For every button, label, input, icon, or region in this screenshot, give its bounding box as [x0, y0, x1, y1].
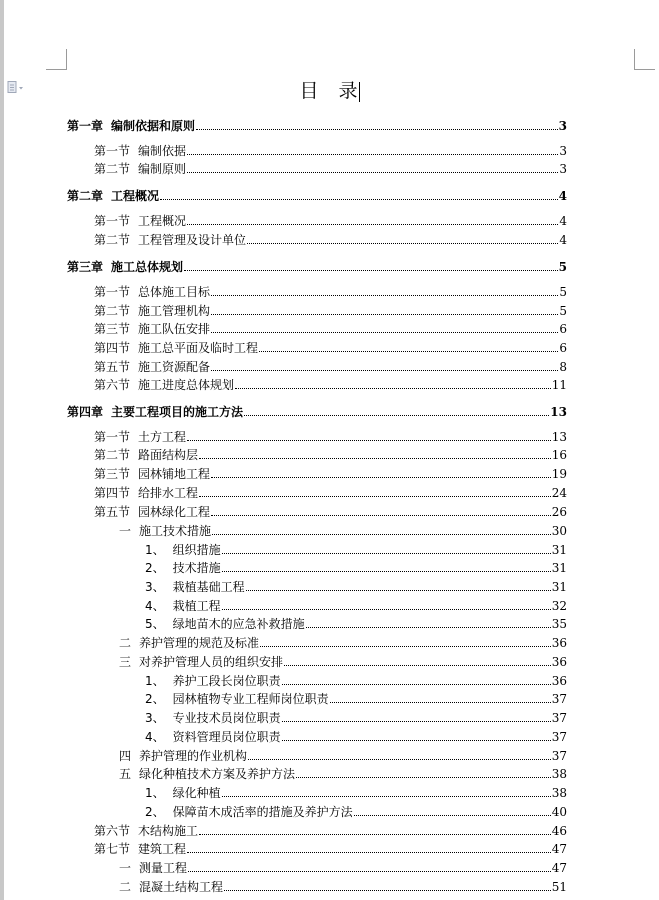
title-char-1: 目: [299, 80, 319, 102]
toc-dot-leader: [187, 439, 551, 441]
toc-entry-text: 技术措施: [172, 561, 221, 575]
toc-entry-text: 施工资源配备: [138, 360, 211, 374]
toc-entry-label: [94, 341, 258, 355]
toc-dot-leader: [330, 701, 551, 703]
toc-entry-number: 第一节: [94, 285, 131, 299]
toc-entry[interactable]: [145, 597, 567, 613]
toc-entry-text: 园林绿化工程: [138, 505, 211, 519]
toc-entry-number: 第五节: [94, 505, 131, 519]
toc-entry-text: 给排水工程: [138, 486, 199, 500]
toc-entry-text: 绿地苗木的应急补救措施: [172, 617, 305, 631]
toc-entry-label: [119, 861, 187, 875]
toc-entry-label: [94, 505, 210, 519]
toc-entry-label: [67, 405, 243, 419]
toc-page-number: 5: [558, 260, 567, 274]
toc-entry[interactable]: [94, 465, 567, 481]
toc-entry-number: 2、: [145, 805, 165, 819]
toc-entry-text: 混凝土结构工程: [139, 880, 224, 894]
toc-entry-label: [67, 189, 159, 203]
toc-entry[interactable]: [94, 160, 567, 176]
toc-entry-text: 土方工程: [138, 430, 187, 444]
toc-dot-leader: [211, 476, 551, 478]
toc-entry-label: [145, 730, 281, 744]
toc-entry-number: 第四节: [94, 486, 131, 500]
toc-entry-label: [94, 448, 198, 462]
toc-dot-leader: [235, 387, 551, 389]
toc-dot-leader: [211, 294, 558, 296]
toc-page-number: 32: [551, 599, 567, 613]
toc-page-number: 11: [551, 378, 567, 392]
toc-entry[interactable]: [94, 320, 567, 336]
toc-entry-number: 第四章: [67, 405, 104, 419]
toc-entry-number: 第二节: [94, 233, 131, 247]
toc-entry-label: [94, 285, 210, 299]
toc-entry-label: [145, 692, 329, 706]
toc-page-number: 51: [551, 880, 567, 894]
toc-dot-leader: [187, 223, 558, 225]
toc-entry-text: 对养护管理人员的组织安排: [139, 655, 284, 669]
toc-entry[interactable]: [119, 653, 567, 669]
toc-entry[interactable]: [145, 728, 567, 744]
toc-entry[interactable]: [94, 822, 567, 838]
toc-entry-text: 保障苗木成活率的措施及养护方法: [172, 805, 353, 819]
toc-page-number: 37: [551, 730, 567, 744]
toc-dot-leader: [199, 833, 551, 835]
toc-entry-text: 工程概况: [111, 189, 160, 203]
toc-entry-label: [94, 842, 186, 856]
toc-dot-leader: [188, 870, 551, 872]
toc-dot-leader: [222, 608, 551, 610]
toc-entry[interactable]: [94, 484, 567, 500]
toc-entry-label: [94, 486, 198, 500]
toc-entry[interactable]: [119, 765, 567, 781]
toc-dot-leader: [211, 313, 558, 315]
toc-entry[interactable]: [145, 803, 567, 819]
toc-dot-leader: [199, 457, 551, 459]
title-char-2: 录: [338, 80, 358, 102]
toc-entry-text: 养护管理的规范及标准: [139, 636, 260, 650]
toc-page-number: 38: [551, 786, 567, 800]
toc-entry-text: 工程概况: [138, 214, 187, 228]
toc-dot-leader: [306, 626, 551, 628]
toc-dot-leader: [184, 269, 558, 271]
toc-entry-label: [145, 711, 281, 725]
toc-entry-text: 资料管理员岗位职责: [172, 730, 281, 744]
toc-entry[interactable]: [145, 672, 567, 688]
toc-entry-number: 5、: [145, 617, 165, 631]
toc-page-number: 19: [551, 467, 567, 481]
toc-dot-leader: [259, 350, 558, 352]
toc-entry-label: [145, 543, 221, 557]
toc-page-number: 26: [551, 505, 567, 519]
toc-entry-number: 1、: [145, 543, 165, 557]
toc-entry[interactable]: [119, 634, 567, 650]
toc-entry[interactable]: [94, 503, 567, 519]
toc-entry-number: 第三节: [94, 322, 131, 336]
toc-entry[interactable]: [119, 859, 567, 875]
toc-page-number: 31: [551, 580, 567, 594]
toc-entry[interactable]: [119, 878, 567, 894]
toc-entry-number: 第五节: [94, 360, 131, 374]
toc-dot-leader: [160, 198, 558, 200]
toc-entry-label: [67, 119, 195, 133]
toc-entry-text: 施工队伍安排: [138, 322, 211, 336]
toc-entry-text: 施工总平面及临时工程: [138, 341, 259, 355]
toc-page-number: 36: [551, 655, 567, 669]
toc-dot-leader: [246, 589, 551, 591]
toc-dot-leader: [211, 369, 558, 371]
toc-entry-number: 第二节: [94, 448, 131, 462]
toc-entry-number: 1、: [145, 674, 165, 688]
toc-dot-leader: [296, 776, 551, 778]
toc-dot-leader: [282, 739, 551, 741]
toc-entry-number: 第二章: [67, 189, 104, 203]
toc-dot-leader: [199, 495, 551, 497]
toc-dot-leader: [354, 814, 551, 816]
toc-entry-label: [94, 233, 246, 247]
toc-entry[interactable]: [145, 709, 567, 725]
toc-page-number: 24: [551, 486, 567, 500]
toc-entry-label: [94, 322, 210, 336]
toc-entry-number: 一: [119, 861, 132, 875]
toc-page-number: 40: [551, 805, 567, 819]
toc-page-number: 4: [559, 233, 567, 247]
toc-entry-text: 编制依据和原则: [111, 119, 196, 133]
toc-entry-number: 二: [119, 880, 132, 894]
toc-dot-leader: [211, 514, 551, 516]
toc-entry-label: [119, 655, 283, 669]
toc-dot-leader: [211, 331, 558, 333]
toc-entry-text: 栽植工程: [172, 599, 221, 613]
toc-entry[interactable]: [145, 615, 567, 631]
toc-entry[interactable]: [94, 231, 567, 247]
toc-chapter-entry[interactable]: [67, 117, 567, 133]
toc-entry-text: 施工进度总体规划: [138, 378, 235, 392]
toc-dot-leader: [222, 570, 551, 572]
toc-entry[interactable]: [145, 559, 567, 575]
toc-entry[interactable]: [145, 690, 567, 706]
toc-entry-label: [145, 786, 221, 800]
toc-entry-number: 第三章: [67, 260, 104, 274]
toc-entry-number: 二: [119, 636, 132, 650]
toc-entry-number: 三: [119, 655, 132, 669]
toc-entry-text: 养护工段长岗位职责: [172, 674, 281, 688]
toc-page-number: 4: [559, 214, 567, 228]
toc-entry-number: 1、: [145, 786, 165, 800]
toc-page-number: 3: [559, 162, 567, 176]
toc-entry-text: 主要工程项目的施工方法: [111, 405, 244, 419]
toc-page-number: 31: [551, 543, 567, 557]
toc-dot-leader: [212, 533, 551, 535]
toc-chapter-entry[interactable]: [67, 258, 567, 274]
toc-entry-text: 编制原则: [138, 162, 187, 176]
toc-entry-label: [119, 524, 211, 538]
toc-page-number: 36: [551, 636, 567, 650]
toc-entry-label: [119, 880, 223, 894]
toc-entry-number: 第三节: [94, 467, 131, 481]
toc-page-number: 8: [559, 360, 567, 374]
toc-entry-number: 第二节: [94, 162, 131, 176]
toc-entry-text: 木结构施工: [138, 824, 199, 838]
toc-entry-label: [94, 467, 210, 481]
toc-entry-text: 工程管理及设计单位: [138, 233, 247, 247]
toc-page-number: 31: [551, 561, 567, 575]
toc-entry-label: [145, 617, 305, 631]
toc-entry-number: 第一章: [67, 119, 104, 133]
toc-page-number: 16: [551, 448, 567, 462]
toc-entry-number: 4、: [145, 599, 165, 613]
toc-entry-number: 第六节: [94, 824, 131, 838]
toc-page-number: 46: [551, 824, 567, 838]
toc-entry-number: 4、: [145, 730, 165, 744]
toc-page-number: 13: [550, 405, 567, 419]
toc-entry[interactable]: [94, 840, 567, 856]
toc-entry[interactable]: [145, 541, 567, 557]
toc-entry-text: 施工总体规划: [111, 260, 184, 274]
toc-entry-label: [145, 561, 221, 575]
toc-page-number: 37: [551, 749, 567, 763]
toc-entry[interactable]: [119, 747, 567, 763]
toc-dot-leader: [260, 645, 551, 647]
toc-entry-label: [94, 824, 198, 838]
toc-entry-number: 第四节: [94, 341, 131, 355]
toc-page-number: 38: [551, 767, 567, 781]
toc-entry-label: [145, 580, 245, 594]
toc-page-number: 6: [559, 341, 567, 355]
toc-entry-label: [119, 636, 259, 650]
toc-entry-text: 编制依据: [138, 144, 187, 158]
toc-entry-text: 测量工程: [139, 861, 188, 875]
toc-entry[interactable]: [94, 283, 567, 299]
toc-dot-leader: [282, 683, 551, 685]
toc-entry-number: 第六节: [94, 378, 131, 392]
toc-page-number: 3: [558, 119, 567, 133]
toc-dot-leader: [187, 153, 558, 155]
toc-entry[interactable]: [94, 339, 567, 355]
toc-entry[interactable]: [94, 142, 567, 158]
toc-dot-leader: [222, 795, 551, 797]
toc-entry-number: 2、: [145, 692, 165, 706]
toc-entry-text: 绿化种植技术方案及养护方法: [139, 767, 296, 781]
toc-entry-number: 一: [119, 524, 132, 538]
toc-entry-text: 园林植物专业工程师岗位职责: [172, 692, 329, 706]
toc-entry-label: [145, 674, 281, 688]
toc-entry[interactable]: [145, 578, 567, 594]
toc-page-number: 5: [559, 285, 567, 299]
toc-entry-number: 五: [119, 767, 132, 781]
toc-entry-number: 第二节: [94, 304, 131, 318]
toc-page-number: 3: [559, 144, 567, 158]
toc-entry-number: 3、: [145, 711, 165, 725]
toc-chapter-entry[interactable]: [67, 403, 567, 419]
toc-entry[interactable]: [145, 784, 567, 800]
toc-entry[interactable]: [94, 212, 567, 228]
toc-page-number: 47: [551, 861, 567, 875]
toc-dot-leader: [187, 851, 551, 853]
toc-dot-leader: [196, 128, 558, 130]
toc-entry-number: 第一节: [94, 430, 131, 444]
toc-entry-number: 3、: [145, 580, 165, 594]
toc-entry-label: [94, 378, 234, 392]
toc-entry[interactable]: [94, 376, 567, 392]
toc-page-number: 6: [559, 322, 567, 336]
toc-entry-label: [67, 260, 183, 274]
toc-dot-leader: [284, 664, 551, 666]
toc-page-number: 35: [551, 617, 567, 631]
toc-entry-text: 栽植基础工程: [172, 580, 245, 594]
toc-page-number: 30: [551, 524, 567, 538]
toc-dot-leader: [187, 171, 558, 173]
toc-entry-text: 施工管理机构: [138, 304, 211, 318]
toc-dot-leader: [222, 552, 551, 554]
toc-entry-label: [145, 805, 353, 819]
toc-entry[interactable]: [119, 522, 567, 538]
toc-entry-label: [94, 144, 186, 158]
toc-page-number: 37: [551, 692, 567, 706]
toc-page-number: 4: [558, 189, 567, 203]
toc-entry[interactable]: [94, 446, 567, 462]
toc-entry-number: 四: [119, 749, 132, 763]
toc-entry-label: [145, 599, 221, 613]
toc-entry-text: 总体施工目标: [138, 285, 211, 299]
toc-page-number: 13: [551, 430, 567, 444]
toc-chapter-entry[interactable]: [67, 187, 567, 203]
toc-dot-leader: [244, 414, 549, 416]
toc-entry[interactable]: [94, 302, 567, 318]
toc-entry-text: 建筑工程: [138, 842, 187, 856]
toc-entry-label: [119, 767, 295, 781]
toc-entry-number: 第一节: [94, 214, 131, 228]
toc-entry-text: 专业技术员岗位职责: [172, 711, 281, 725]
toc-entry-text: 养护管理的作业机构: [139, 749, 248, 763]
toc-entry-text: 施工技术措施: [139, 524, 212, 538]
toc-entry[interactable]: [94, 358, 567, 374]
toc-entry-text: 路面结构层: [138, 448, 199, 462]
toc-entry-number: 2、: [145, 561, 165, 575]
toc-entry-number: 第七节: [94, 842, 131, 856]
toc-page-number: 5: [559, 304, 567, 318]
toc-entry-label: [94, 304, 210, 318]
toc-page-number: 47: [551, 842, 567, 856]
toc-entry-text: 绿化种植: [172, 786, 221, 800]
toc-dot-leader: [247, 242, 558, 244]
toc-dot-leader: [282, 720, 551, 722]
toc-entry[interactable]: [94, 428, 567, 444]
toc-entry-label: [94, 162, 186, 176]
toc-entry-label: [94, 360, 210, 374]
toc-entry-label: [119, 749, 247, 763]
toc-entry-text: 组织措施: [172, 543, 221, 557]
toc-entry-number: 第一节: [94, 144, 131, 158]
toc-entry-label: [94, 214, 186, 228]
toc-dot-leader: [224, 889, 551, 891]
toc-page-number: 37: [551, 711, 567, 725]
toc-entry-text: 园林铺地工程: [138, 467, 211, 481]
toc-dot-leader: [248, 758, 551, 760]
toc-page-number: 36: [551, 674, 567, 688]
toc-entry-label: [94, 430, 186, 444]
